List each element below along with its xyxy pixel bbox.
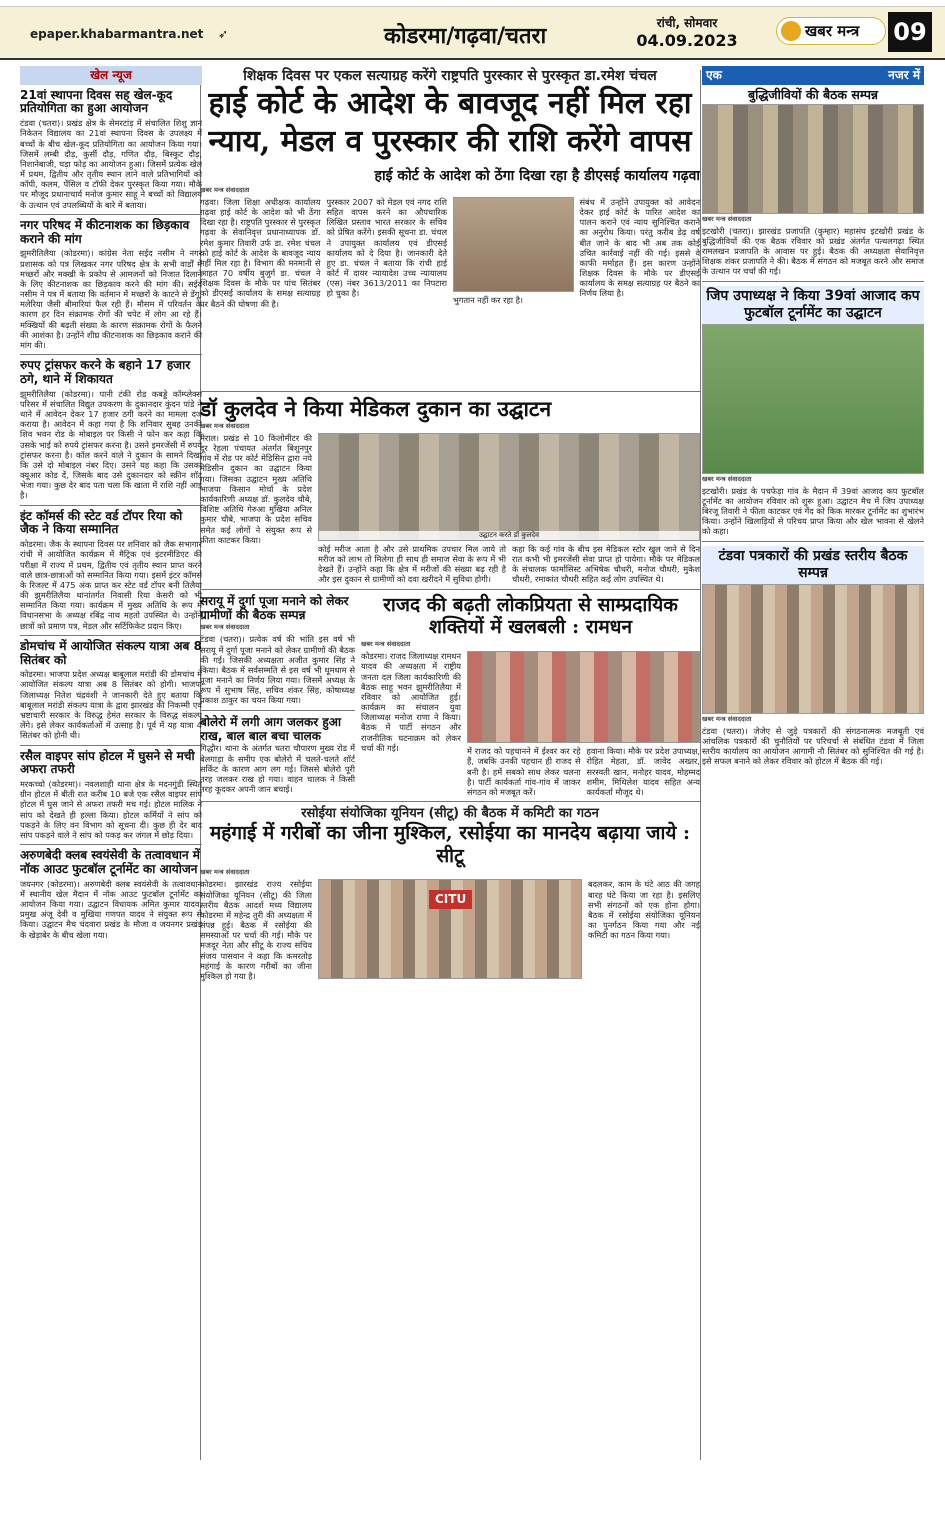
right-column (702, 66, 924, 1461)
brand-logo-icon (781, 21, 801, 41)
divider (702, 541, 924, 542)
site-url[interactable]: epaper.khabarmantra.net (30, 27, 204, 41)
divider (200, 801, 700, 802)
story-title[interactable]: महंगाई में गरीबों का जीना मुश्किल, रसोईया का मानदेय बढ़ाया जाये : सीटू (209, 821, 691, 867)
masthead (0, 0, 945, 66)
section-label: खेल न्यूज (20, 66, 202, 85)
story-body: कोडरमा। झारखंड राज्य रसोईया संयोजिका यूनियन (सीटू) की जिला स्तरीय बैठक आदर्श मध्य विद्यालय कोडरमा में महेन्द्र तुरी की अध्यक्षता में संपन्न हुई। बैठक में रसोईया की समस्याओं पर चर्चा की गई। मौके पर मजदूर नेता और सीटू के राज्य सचिव संजय पासवान ने कहा कि कमरतोड़ महंगाई के कारण गरीबों का जीना मुश्किल हो गया है। (200, 879, 312, 981)
divider (20, 214, 202, 215)
story-title[interactable]: रुपए ट्रांसफर करने के बहाने 17 हजार ठगे, थाने में शिकायत (20, 358, 191, 386)
story-title[interactable]: रसैल वाइपर सांप होटल में घुसने से मची अफरा तफरी (20, 748, 195, 777)
story-body: कोई मरीज आता है और उसे प्राथमिक उपचार मिल जाये तो मरीज को लाभ तो मिलेगा ही साथ ही समाज सेवा के रूप में भी देखते हैं। उन्होंने कहा कि क्षेत्र में मरीजों की संख्या बढ़ रही है और इस दुकान से ग्रामीणों को दवा खरीदने में सुविधा होगी। (318, 543, 506, 585)
story-body: झुमरीतिलैया (कोडरमा)। पानी टंकी रोड कबड्डे कॉम्प्लेक्स परिसर में संचालित विद्युत उपकरण के दुकानदार कुंदन पांडे ने थाने में आवेदन देकर 17 हजार ठगी करने का मामला दर्ज कराया है। आवेदन में कहा गया है कि शनिवार सुबह उनकी शिव भवन रोड के मोबाइल पर किसी ने फोन कर कहा कि उसके भाई को रुपये ट्रांसफर करना है। उसने इमरजेंसी में रुपये ट्रांसफर करना है। कॉल करने वाले ने दुकान के सामने दिखा कि उसे दो मोबाइल नंबर दिए। उसने यह कहा कि उसका क्यूआर कोड दें, जिसके बाद उसे दुकानदार को स्क्रीन शॉट भेजा गया। कुछ देर बाद पता चला कि खाता में राशि नहीं आई है। (20, 388, 202, 501)
story-kicker: रसोईया संयोजिका यूनियन (सीटू) की बैठक में कमिटी का गठन (301, 806, 599, 822)
print-marks (0, 1467, 945, 1517)
divider (20, 505, 202, 506)
story-body: कोडरमा। राजद जिलाध्यक्ष रामधन यादव की अध्यक्षता में राष्ट्रीय जनता दल जिला कार्यकारिणी की बैठक साहू भवन झुमरीतिलैया में रविवार को आयोजित हुई। कार्यक्रम का संचालन युवा जिलाध्यक्ष मनोज राणा ने किया। बैठक में पार्टी संगठन और राजनीतिक घटनाक्रम को लेकर चर्चा की गई। (361, 651, 461, 753)
cursor-icon: ➶ (218, 27, 229, 41)
story-body: कोडरमा। जैक के स्थापना दिवस पर शनिवार को जैक सभागार रांची में आयोजित कार्यक्रम में मैट्रिक एवं इंटरमीडिएट की परीक्षा में राज्य में प्रथम, द्वितीय एवं तृतीय स्थान प्राप्त करने वाले छात्र-छात्राओं को सम्मानित किया गया। इसमें इंटर कॉमर्स के रिजल्ट में 475 अंक प्राप्त कर स्टेट वर्ड टॉपर बनी तिलैया की झुमरीतिलैया थानांतर्गत निवासी रिया केसरी को भी सम्मानित किया गया। कार्यक्रम में मुख्य अतिथि के रूप में विधानसभा के अध्यक्ष रबिंद्र नाथ महतो उपस्थित थे। उन्होंने छात्रों को प्रमाण पत्र, मेडल और सर्टिफिकेट प्रदान किए। (20, 539, 202, 631)
story-body: कहा कि कई गांव के बीच इस मेडिकल स्टोर खुल जाने से दिन रात कभी भी इमरजेंसी सेवा प्राप्त हो पायेगा। मौके पर मेडिकल के संचालक फार्मासिस्ट अभिषेक चौधरी, मनोज चौधरी, मुकेश चौधरी, रमाकांत चौधरी सहित कई लोग उपस्थित थे। (512, 543, 700, 585)
lead-story-body (200, 197, 700, 387)
medical-store-story (200, 396, 700, 585)
section-tag-right: नजर में (888, 68, 920, 82)
story-body: टंडवा (चतरा)। जेजेए से जुड़े पत्रकारों की संगठनात्मक मजबूती एवं आंचलिक पत्रकारों की चुनौतियों पर परिचर्चा से संबंधित टंडवा में जिला स्तरीय कार्यालय का आयोजन आगामी नौ सितंबर को सुनिश्चित की गई है। इसे सफल बनाने को लेकर रविवार को होटल में बैठक की गई। (702, 725, 924, 767)
story-title[interactable]: डॉ कुलदेव ने किया मेडिकल दुकान का उद्घाटन (200, 395, 552, 421)
citu-banner: CITU (429, 890, 472, 909)
story-body: टंडवा (चतरा)। प्रत्येक वर्ष की भांति इस वर्ष भी सरायू में दुर्गा पूजा मनाने को लेकर ग्रामीणों की बैठक की गई। जिसकी अध्यक्षता अजीत कुमार सिंह ने किया। बैठक में सर्वसम्मति से इस वर्ष भी धूमधाम से पूजा मनाने का निर्णय लिया गया। जिसमें अध्यक्ष के रूप में सुभाष सिंह, सचिव शंकर सिंह, कोषाध्यक्ष प्रकाश ठाकुर का चयन किया गया। (200, 634, 355, 706)
story-title[interactable]: जिप उपाध्यक्ष ने किया 39वां आजाद कप फुटबॉल टूर्नामेंट का उद्घाटन (702, 286, 924, 324)
divider (200, 589, 700, 590)
story-body: हवाना किया। मौके पर प्रदेश उपाध्यक्ष, रोहित मेहता, डॉ. जावेद अख्तर, सरस्वती खान, मनोहर यादव, मोहम्मद शमीम, मिथिलेश यादव सहित अन्य कार्यकर्ता मौजूद थे। (586, 746, 700, 797)
story-title[interactable]: डोमचांच में आयोजित संकल्प यात्रा अब 8 सितंबर को (20, 638, 202, 667)
byline: खबर मन्त्र संवाददाता (200, 868, 250, 877)
byline: खबर मन्त्र संवाददाता (702, 474, 752, 483)
byline: खबर मन्त्र संवाददाता (361, 640, 411, 649)
story-title[interactable]: बोलेरो में लगी आग जलकर हुआ राख, बाल बाल बचा चालक (200, 714, 341, 743)
lead-kicker: शिक्षक दिवस पर एकल सत्याग्रह करेंगे राष्ट्रपति पुरस्कार से पुरस्कृत डा.रमेश चंचल (243, 68, 657, 84)
story-body: कोडरमा। भाजपा प्रदेश अध्यक्ष बाबूलाल मरांडी की डोमचांच में आयोजित संकल्प यात्रा अब 8 सितंबर को होगी। भाजपा जिलाध्यक्ष नितेश चंद्रवंशी ने जानकारी देते हुए बताया कि बाबूलाल मरांडी संकल्प यात्रा के द्वारा झारखंड की निकम्मी एवं भ्रष्टाचारी सरकार के विरुद्ध हेमंत सरकार के विरुद्ध संकल्प लेंगे। इसे लेकर कार्यकर्ताओं में उत्साह है। पूर्व में यह यात्रा 4 सितंबर को होनी थी। (20, 669, 202, 741)
story-body: गढ़वा। जिला शिक्षा अधीक्षक कार्यालय गढ़वा हाई कोर्ट के आदेश को भी ठेंगा दिखा रहा है। राष्ट्रपति पुरस्कार से पुरस्कृत गढ़वा के सेवानिवृत्त प्रधानाध्यापक डॉ. रमेश कुमार तिवारी उर्फ डा. रमेश चंचल को हाई कोर्ट के आदेश के बावजूद न्याय नहीं मिल रहा है। विभाग की मनमानी से आहत 70 वर्षीय बुजुर्ग डा. चंचल ने शिक्षक दिवस के मौके पर पांच सितंबर को डीएसई कार्यालय के समक्ष सत्याग्रह पर बैठने की घोषणा की है। (200, 196, 321, 309)
divider (702, 281, 924, 282)
story-title[interactable]: 21वां स्थापना दिवस सह खेल-कूद प्रतियोगिता का हुआ आयोजन (20, 87, 173, 116)
story-body: मरकच्चो (कोडरमा)। नवलशाही थाना क्षेत्र के मदनगुंडी स्थित ग्रीन होटल में बीती रात करीब 10 बजे एक रसैल वाइपर सांप होटल में घुस जाने से अफरा तफरी मच गई। होटल मालिक ने सांप को देखते ही हल्ला किया। होटल कर्मियों ने सांप को पकड़ने के लिए वन विभाग को सूचना दी। कुछ ही देर बाद सांप पकड़ने वाले ने सांप को पकड़ कर जंगल में छोड़ दिया। (20, 779, 202, 840)
section-bar (702, 66, 924, 85)
divider (200, 710, 355, 711)
story-title[interactable]: बुद्धिजीवियों की बैठक सम्पन्न (747, 86, 879, 102)
meeting-photo (467, 651, 700, 743)
story-body: इटखोरी। प्रखंड के पचफेड़ा गांव के मैदान में 39वां आजाद कप फुटबॉल टूर्नामेंट का आयोजन रविवार को शुरू हुआ। उद्घाटन मैच में जिप उपाध्यक्ष बिरजू तिवारी ने फीता काटकर एवं गेंद को किक मारकर टूर्नामेंट का शुभारंभ किया। उन्होंने खिलाड़ियों से परिचय प्राप्त किया और खेल भावना से खेलने को कहा। (702, 485, 924, 537)
page-number: 09 (888, 12, 932, 52)
lead-headline[interactable]: हाई कोर्ट के आदेश के बावजूद नहीं मिल रहा न्याय, मेडल व पुरस्कार की राशि करेंगे वापस (208, 86, 692, 160)
story-body: बदलकर, काम के घंटे आठ की जगह बारह घंटे किया जा रहा है। इसलिए सभी संगठनों को एक होना होगा। बैठक में रसोईया संयोजिका यूनियन का पुनर्गठन किया गया और नई कमिटी का गठन किया गया। (588, 879, 700, 941)
byline: खबर मन्त्र संवाददाता (200, 185, 250, 194)
brand-name: खबर मन्त्र (805, 22, 860, 40)
place-day: रांची, सोमवार (656, 16, 718, 30)
byline: खबर मन्त्र संवाददाता (702, 214, 752, 223)
section-tag-left: एक (706, 68, 722, 82)
story-title[interactable]: राजद की बढ़ती लोकप्रियता से साम्प्रदायिक शक्तियों में खलबली : रामधन (383, 593, 678, 639)
divider (20, 354, 202, 355)
byline: खबर मन्त्र संवाददाता (200, 623, 250, 632)
lead-subhead: हाई कोर्ट के आदेश को ठेंगा दिखा रहा है डीएसई कार्यालय गढ़वा (374, 167, 700, 184)
story-body: संबंध में उन्होंने उपायुक्त को आवेदन देकर हाई कोर्ट के पारित आदेश का पालन कराने एवं न्याय सुनिश्चित कराने का अनुरोध किया। परंतु करीब डेढ़ वर्ष बीत जाने के बाद भी अब तक कोई उचित कार्रवाई नहीं की गई। इससे वे काफी मर्माहत हैं। इस कारण उन्होंने शिक्षक दिवस के मौके पर डीएसई कार्यालय के समक्ष सत्याग्रह पर बैठने का निर्णय लिया है। (579, 196, 700, 299)
story-body: जयनगर (कोडरमा)। अरुणबेदी क्लब स्वयंसेवी के तत्वावधान में स्थानीय खेल मैदान में नॉक आउट फुटबॉल टूर्नामेंट का आयोजन किया गया। उद्घाटन विधायक अमित कुमार यादव, प्रमुख अंजू देवी व मुखिया गणपत यादव ने संयुक्त रूप से किया। उद्घाटन मैच चंदवारा प्रखंड के मौजा व जयनगर प्रखंड के खेड़ाबेर के बीच खेला गया। (20, 878, 202, 940)
story-body: मेराल। प्रखंड से 10 किलोमीटर की दूर रेहला पंचायत अंतर्गत बिशुनपुर गांव में रोड पर कोर्ट मेडिसिन द्वारा नये मेडिसीन दुकान का उद्घाटन किया गया। जिसका उद्घाटन मुख्य अतिथि भाजपा किसान मोर्चा के प्रदेश कार्यकारिणी अध्यक्ष डॉ. कुलदेव चौबे, विशिष्ट अतिथि गेरुआ मुखिया अनिल कुमार चौबे, भाजपा के प्रदेश सचिव समेत कई लोगों ने संयुक्त रूप से फीता काटकर किया। (200, 432, 312, 545)
story-body: में राजद को पहचानने में ईश्वर कर रहे हैं, जबकि उनकी पहचान ही राजद से बनी है। हमें सबको साथ लेकर चलना है। पार्टी कार्यकर्ता गांव-गांव में जाकर संगठन को मजबूत करें। (467, 746, 581, 797)
byline: खबर मन्त्र संवाददाता (200, 422, 250, 431)
divider (20, 745, 202, 746)
photo-caption: उद्घाटन करते डॉ कुलदेव (319, 531, 699, 540)
divider (200, 391, 700, 392)
left-column (20, 66, 202, 1461)
story-title[interactable]: अरुणबेदी क्लब स्वयंसेवी के तत्वावधान में नॉक आउट फुटबॉल टूर्नामेंट का आयोजन (20, 848, 200, 876)
story-body: गिद्धौर। थाना के अंतर्गत चतरा चौपारण मुख्य रोड में बेलगाड़ा के समीप एक बोलेरो में चलते-चलते शॉर्ट सर्किट के कारण आग लग गई। जिससे बोलेरो पूरी तरह जलकर राख हो गया। वाहन चालक ने किसी तरह कूदकर अपनी जान बचाई। (200, 743, 355, 795)
lower-center-block (200, 594, 700, 797)
story-title[interactable]: सरायू में दुर्गा पूजा मनाने को लेकर ग्रामीणों की बैठक सम्पन्न (200, 593, 349, 623)
divider (20, 844, 202, 845)
column-divider (700, 70, 701, 1460)
divider (20, 635, 202, 636)
story-body: पुरस्कार 2007 को मेडल एवं नगद राशि सहित वापस करने का औपचारिक लिखित प्रस्ताव भारत सरकार के सचिव को प्रेषित करेंगे। इसकी सूचना डा. चंचल ने उपायुक्त कार्यालय एवं डीएसई कार्यालय को दे दिया है। जानकारी देते हुए डा. चंचल ने बताया कि रांची हाई कोर्ट में दायर न्यायादेश उच्च न्यायालय (एस) नंबर 3613/2011 का निपटारा हो चुका है। (326, 196, 447, 299)
journalists-photo (702, 584, 924, 714)
brand-logo (776, 17, 886, 45)
story-title[interactable]: नगर परिषद में कीटनाशक का छिड़काव कराने की मांग (20, 217, 190, 246)
date-block (632, 14, 742, 50)
page-regions: कोडरमा/गढ़वा/चतरा (384, 23, 547, 49)
issue-date: 04.09.2023 (636, 31, 738, 50)
story-title[interactable]: इंट कॉमर्स की स्टेट वर्ड टॉपर रिया को जैक ने किया सम्मानित (20, 508, 183, 537)
story-body: इटखोरी (चतरा)। झारखंड प्रजापति (कुम्हार) महासंघ इटखोरी प्रखंड के बुद्धिजीवियों की एक बैठक रविवार को प्रखंड अंतर्गत पत्थलगढ़ा स्थित रामलखन प्रजापति के आवास पर हुई। बैठक की अध्यक्षता सेवानिवृत्त शिक्षक शंकर प्रजापति ने की। बैठक में संगठन को मजबूत करने और समाज के उत्थान पर चर्चा की गई। (702, 225, 924, 277)
byline: खबर मन्त्र संवाददाता (702, 714, 752, 723)
story-title[interactable]: टंडवा पत्रकारों की प्रखंड स्तरीय बैठक सम्पन्न (702, 546, 924, 584)
intellectuals-photo (702, 104, 924, 214)
union-meeting-photo (318, 879, 582, 979)
center-column (200, 66, 700, 1461)
photo-caption: भुगतान नहीं कर रहा है। (453, 294, 524, 305)
story-body: टंडवा (चतरा)। प्रखंड क्षेत्र के सेमरटांड़ में संचालित शिशु ज्ञान निकेतन विद्यालय का 21वां स्थापना दिवस के उपलक्ष्य में बच्चों के बीच खेल-कूद प्रतियोगिता का आयोजन किया गया। जिसमें लम्बी दौड़, कुर्सी दौड़, गणित दौड़, बिस्कुट दौड़, निशानेबाजी, घड़ा फोड़ का आयोजन हुआ। जिसमें प्रत्येक खेल में प्रथम, द्वितीय और तृतीय स्थान लाने वाले प्रतिभागियों को कॉपी, कलम, पेंसिल व टॉफी देकर पुरस्कृत किया गया। मौके पर मौजूद प्रधानाचार्य मनोज कुमार साहू ने बच्चों को विद्यालय के उत्थान एवं उपलब्धियों के बारे में बताया। (20, 118, 202, 210)
portrait-photo (453, 197, 574, 292)
inauguration-photo (318, 433, 700, 541)
story-body: झुमरीतिलैया (कोडरमा)। कांग्रेस नेता सईद नसीम ने नगर प्रशासक को पत्र लिखकर नगर परिषद क्षेत्र के सभी वार्डों में मच्छरों और मक्खी के प्रकोप से आमजनों को निजात दिलाने के लिए कीटनाशक का छिड़काव करने की मांग की। सईद नसीम ने पत्र में बताया कि वर्तमान में मच्छरों के काटने से डेंगू, मलेरिया जैसी बीमारियां फैल रही हैं। मौसम में परिवर्तन के कारण हर दिन संक्रामक रोगों की चपेट में लोग आ रहे हैं। मक्खियों की बढ़ती संख्या के कारण संक्रामक रोगों के फैलने की आशंका है। उन्होंने शीघ्र कीटनाशक का छिड़काव कराने की मांग की। (20, 248, 202, 350)
football-photo (702, 324, 924, 474)
